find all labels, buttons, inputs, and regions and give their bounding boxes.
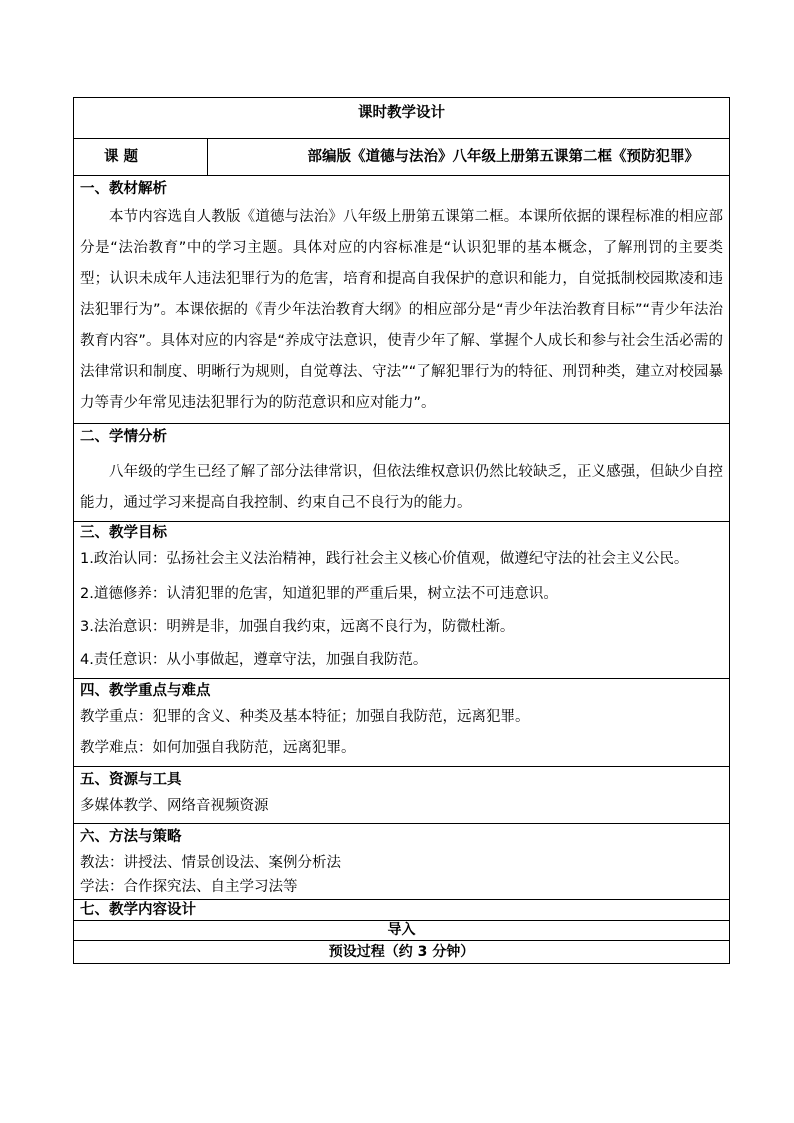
lesson-design-table: [73, 97, 730, 964]
section-4-heading: 四、教学重点与难点: [80, 683, 211, 699]
key-point-text: 教学重点：犯罪的含义、种类及基本特征；加强自我防范，远离犯罪。: [80, 709, 530, 725]
title-row: [74, 98, 730, 139]
section-1-paragraph: 本节内容选自人教版《道德与法治》八年级上册第五课第二框。本课所依据的课程标准的相应部分是“法治教育”中的学习主题。具体对应的内容标准是“认识犯罪的基本概念，了解刑罚的主要类型；认识未成年人违法犯罪行为的危害，培育和提高自我保护的意识和能力，自觉抵制校园欺凌和违法犯罪行为”。本课依据的《青少年法治教育大纲》的相应部分是“青少年法治教育目标”“青少年法治教育内容”。具体对应的内容是“养成守法意识，使青少年了解、掌握个人成长和参与社会生活必需的法律常识和制度、明晰行为规则，自觉尊法、守法”“了解犯罪行为的特征、刑罚种类，建立对校园暴力等青少年常见违法犯罪行为的防范意识和应对能力”。: [80, 209, 723, 411]
section-2-paragraph: 八年级的学生已经了解了部分法律常识，但依法维权意识仍然比较缺乏，正义感强，但缺少自控能力，通过学习来提高自我控制、约束自己不良行为的能力。: [80, 464, 723, 511]
section-1-heading: 一、教材解析: [80, 181, 167, 197]
section-7-row: [74, 900, 730, 921]
section-4-cell: [74, 679, 730, 767]
topic-label: 课 题: [74, 139, 208, 176]
section-1-cell: [74, 176, 730, 424]
section-4-row: [74, 679, 730, 767]
section-5-heading: 五、资源与工具: [80, 772, 182, 788]
section-3-row: [74, 522, 730, 679]
section-7-heading: 七、教学内容设计: [74, 900, 730, 921]
section-1-row: [74, 176, 730, 424]
section-6-heading: 六、方法与策略: [80, 829, 182, 845]
page-title: 课时教学设计: [74, 98, 730, 139]
teaching-method-text: 教法：讲授法、情景创设法、案例分析法: [80, 855, 341, 871]
intro-row: [74, 921, 730, 941]
resources-text: 多媒体教学、网络音视频资源: [80, 798, 269, 814]
preset-row: [74, 941, 730, 964]
section-5-row: [74, 767, 730, 824]
section-2-heading: 二、学情分析: [80, 429, 167, 445]
intro-heading: 导入: [74, 921, 730, 941]
section-3-cell: [74, 522, 730, 679]
difficulty-text: 教学难点：如何加强自我防范，远离犯罪。: [80, 740, 356, 756]
section-5-cell: [74, 767, 730, 824]
preset-process-heading: 预设过程（约 3 分钟）: [74, 941, 730, 964]
section-6-cell: [74, 824, 730, 900]
section-6-row: [74, 824, 730, 900]
section-2-cell: [74, 424, 730, 522]
learning-method-text: 学法：合作探究法、自主学习法等: [80, 879, 298, 895]
objective-item: 1.政治认同：弘扬社会主义法治精神，践行社会主义核心价值观，做遵纪守法的社会主义公民。: [80, 551, 689, 567]
objective-item: 3.法治意识：明辨是非，加强自我约束，远离不良行为，防微杜渐。: [80, 619, 515, 635]
objective-item: 2.道德修养：认清犯罪的危害，知道犯罪的严重后果，树立法不可违意识。: [80, 586, 558, 602]
topic-value: 部编版《道德与法治》八年级上册第五课第二框《预防犯罪》: [208, 139, 730, 176]
section-3-heading: 三、教学目标: [80, 525, 167, 541]
topic-row: [74, 139, 730, 176]
objective-item: 4.责任意识：从小事做起，遵章守法，加强自我防范。: [80, 652, 428, 668]
section-2-row: [74, 424, 730, 522]
